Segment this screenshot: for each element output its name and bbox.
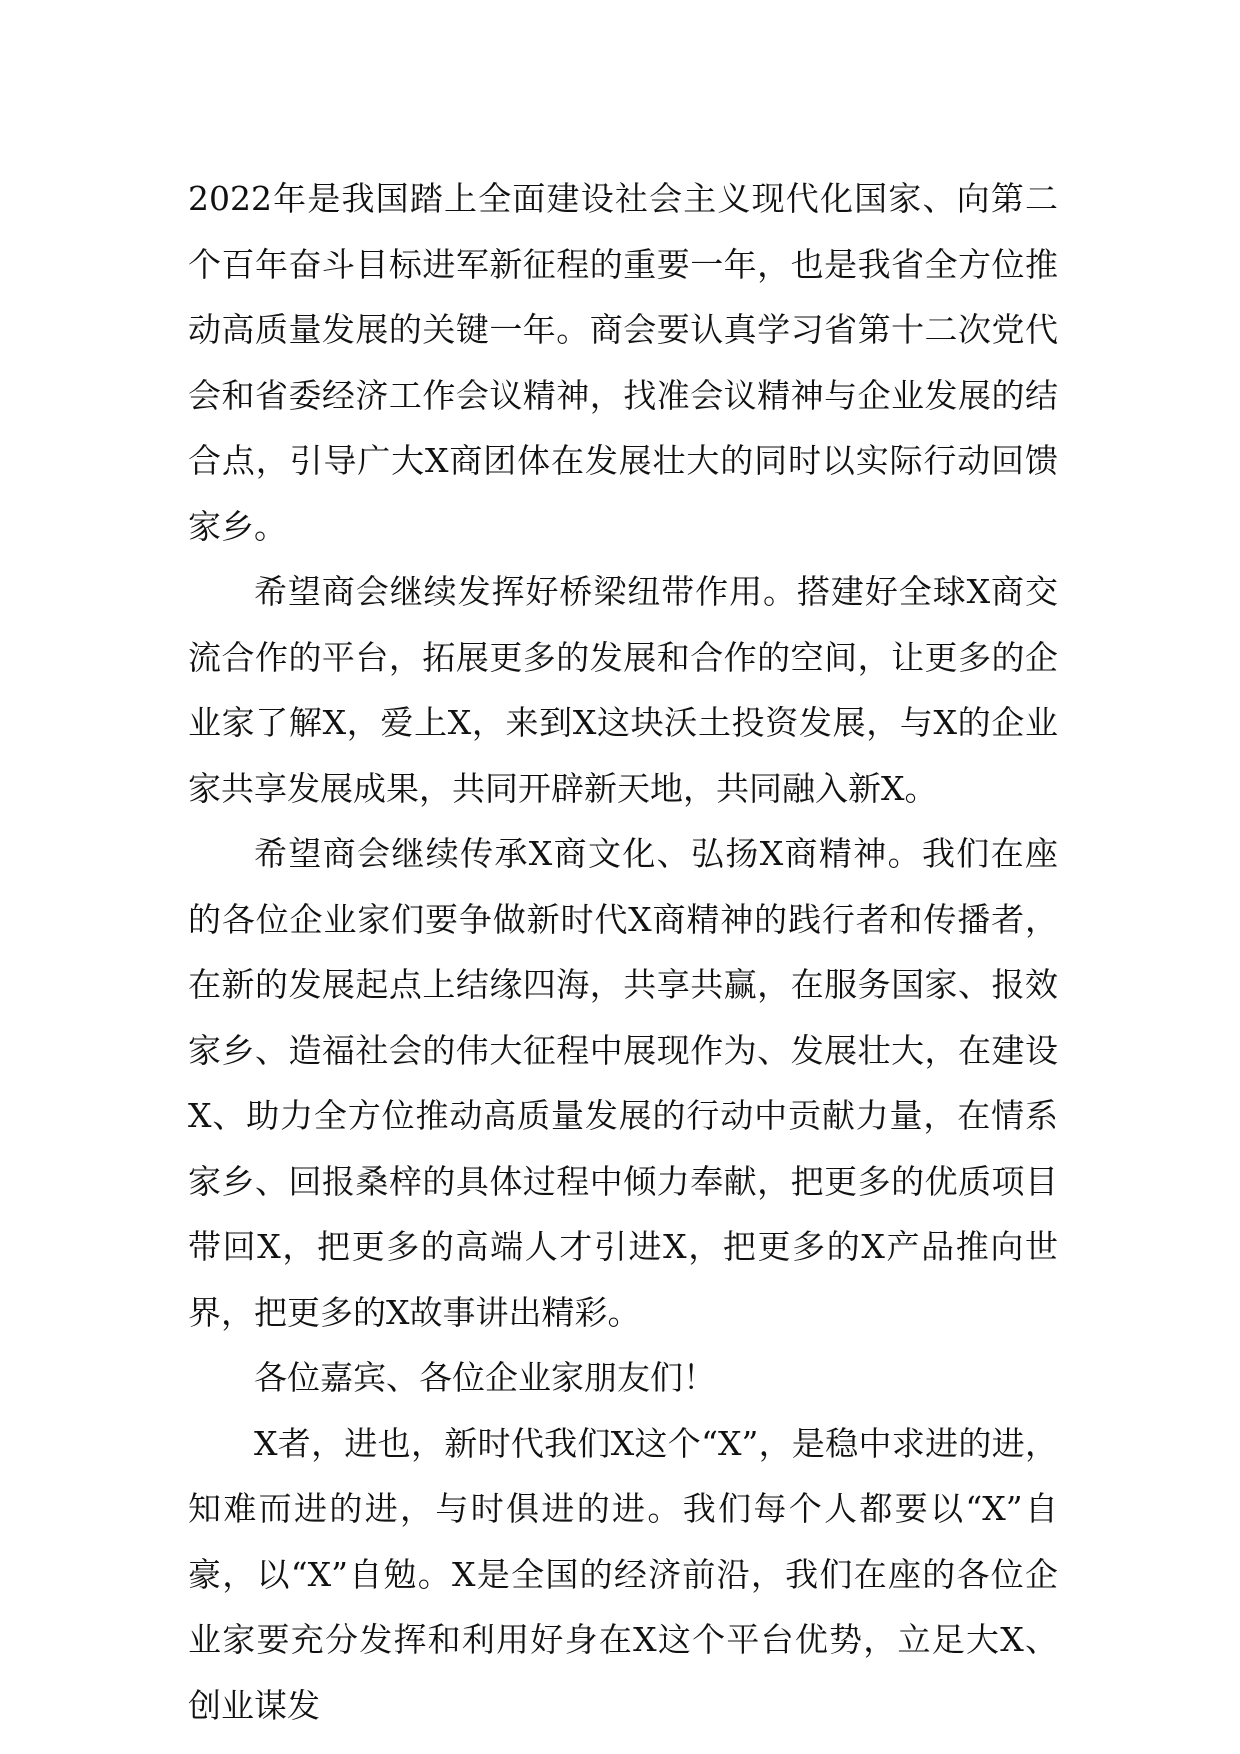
paragraph-3: 希望商会继续传承X商文化、弘扬X商精神。我们在座的各位企业家们要争做新时代X商精神的践行者和传播者，在新的发展起点上结缘四海，共享共赢，在服务国家、报效家乡、造福社会的伟大征程中展现作为、发展壮大，在建设X、助力全方位推动高质量发展的行动中贡献力量，在情系家乡、回报桑梓的具体过程中倾力奉献，把更多的优质项目带回X，把更多的高端人才引进X，把更多的X产品推向世界，把更多的X故事讲出精彩。: [188, 834, 1058, 1332]
paragraph-2: 希望商会继续发挥好桥梁纽带作用。搭建好全球X商交流合作的平台，拓展更多的发展和合作的空间，让更多的企业家了解X，爱上X，来到X这块沃土投资发展，与X的企业家共享发展成果，共同开辟新天地，共同融入新X。: [188, 572, 1058, 808]
paragraph-4: 各位嘉宾、各位企业家朋友们！: [254, 1358, 716, 1397]
document-body: [188, 166, 1058, 1738]
paragraph-1: 2022年是我国踏上全面建设社会主义现代化国家、向第二个百年奋斗目标进军新征程的重要一年，也是我省全方位推动高质量发展的关键一年。商会要认真学习省第十二次党代会和省委经济工作会议精神，找准会议精神与企业发展的结合点，引导广大X商团体在发展壮大的同时以实际行动回馈家乡。: [188, 179, 1058, 546]
paragraph-5: X者，进也，新时代我们X这个“X”，是稳中求进的进，知难而进的进，与时俱进的进。我们每个人都要以“X”自豪，以“X”自勉。X是全国的经济前沿，我们在座的各位企业家要充分发挥和利用好身在X这个平台优势，立足大X、创业谋发: [188, 1423, 1058, 1725]
